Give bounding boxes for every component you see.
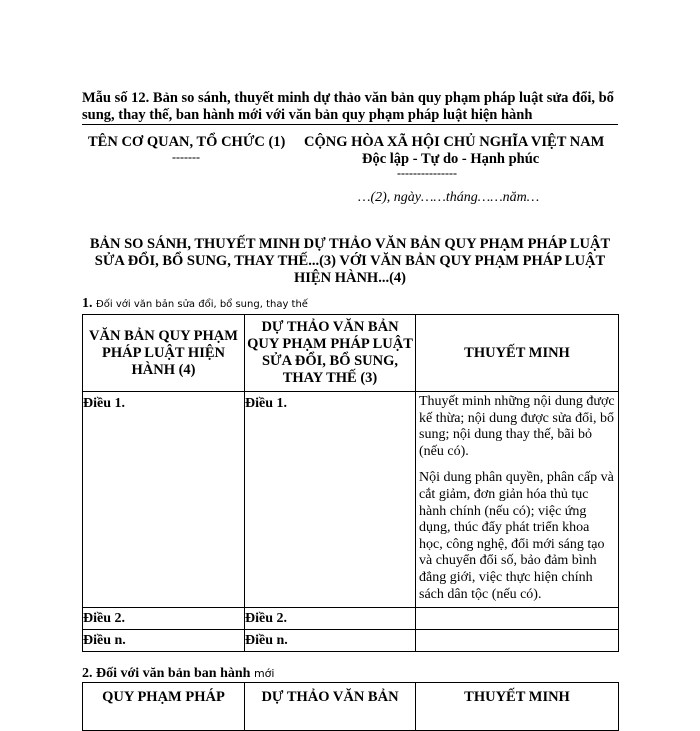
row-1-explanation: [416, 392, 619, 608]
table-row: [83, 608, 619, 630]
org-name: TÊN CƠ QUAN, TỔ CHỨC (1): [88, 134, 286, 150]
new-law-table: [82, 682, 619, 731]
header-draft-law: DỰ THẢO VĂN BẢN QUY PHẠM PHÁP LUẬT SỬA ĐỔI, BỔ SUNG, THAY THẾ (3): [245, 315, 416, 392]
motto: Độc lập - Tự do - Hạnh phúc: [362, 151, 540, 167]
header-current-law: VĂN BẢN QUY PHẠM PHÁP LUẬT HIỆN HÀNH (4): [83, 315, 245, 392]
section-1-number: 1.: [82, 296, 93, 311]
row-2-draft: Điều 2.: [245, 608, 416, 630]
section-2-label-suffix: mới: [253, 667, 275, 680]
table-header-row: [83, 683, 619, 731]
comparison-table: [82, 314, 619, 652]
header-explanation-2: THUYẾT MINH: [416, 683, 619, 731]
dateline: …(2), ngày……tháng……năm…: [358, 190, 540, 205]
header-divider: [82, 124, 618, 125]
row-3-current: Điều n.: [83, 630, 245, 652]
form-title: Mẫu số 12. Bản so sánh, thuyết minh dự thảo văn bản quy phạm pháp luật sửa đổi, bổ sung, thay thế, ban hành mới với văn bản quy phạm pháp luật hiện hành: [82, 90, 614, 123]
header-current-law-2: QUY PHẠM PHÁP: [83, 683, 245, 731]
org-underline-dash: -------: [172, 150, 200, 164]
header-draft-law-2: DỰ THẢO VĂN BẢN: [245, 683, 416, 731]
row-3-explanation: [416, 630, 619, 652]
section-2-heading: [82, 666, 274, 682]
table-header-row: [83, 315, 619, 392]
header-explanation: THUYẾT MINH: [416, 315, 619, 392]
motto-underline-dash: ---------------: [397, 166, 457, 180]
nation-title: CỘNG HÒA XÃ HỘI CHỦ NGHĨA VIỆT NAM: [304, 134, 605, 150]
explanation-paragraph: Thuyết minh những nội dung được kế thừa; nội dung được sửa đổi, bổ sung; nội dung thay thế, bãi bỏ (nếu có).: [419, 394, 615, 459]
section-1-label: Đối với văn bản sửa đổi, bổ sung, thay thế: [96, 299, 308, 310]
document-title: BẢN SO SÁNH, THUYẾT MINH DỰ THẢO VĂN BẢN QUY PHẠM PHÁP LUẬT SỬA ĐỔI, BỔ SUNG, THAY THẾ...(3) VỚI VĂN BẢN QUY PHẠM PHÁP LUẬT HIỆN HÀNH...(4): [89, 236, 611, 286]
section-2-label: Đối với văn bản ban hành: [96, 666, 251, 681]
explanation-paragraph: Nội dung phân quyền, phân cấp và cắt giảm, đơn giản hóa thủ tục hành chính (nếu có); việc ứng dụng, thúc đẩy phát triển khoa học, công nghệ, đổi mới sáng tạo và chuyển đổi số, bảo đảm bình đẳng giới, việc thực hiện chính sách dân tộc (nếu có).: [419, 470, 614, 602]
section-1-heading: [82, 296, 308, 312]
table-row: [83, 630, 619, 652]
row-1-draft: Điều 1.: [245, 392, 416, 608]
row-2-current: Điều 2.: [83, 608, 245, 630]
table-row: [83, 392, 619, 608]
row-3-draft: Điều n.: [245, 630, 416, 652]
section-2-number: 2.: [82, 666, 93, 681]
row-1-current: Điều 1.: [83, 392, 245, 608]
row-2-explanation: [416, 608, 619, 630]
